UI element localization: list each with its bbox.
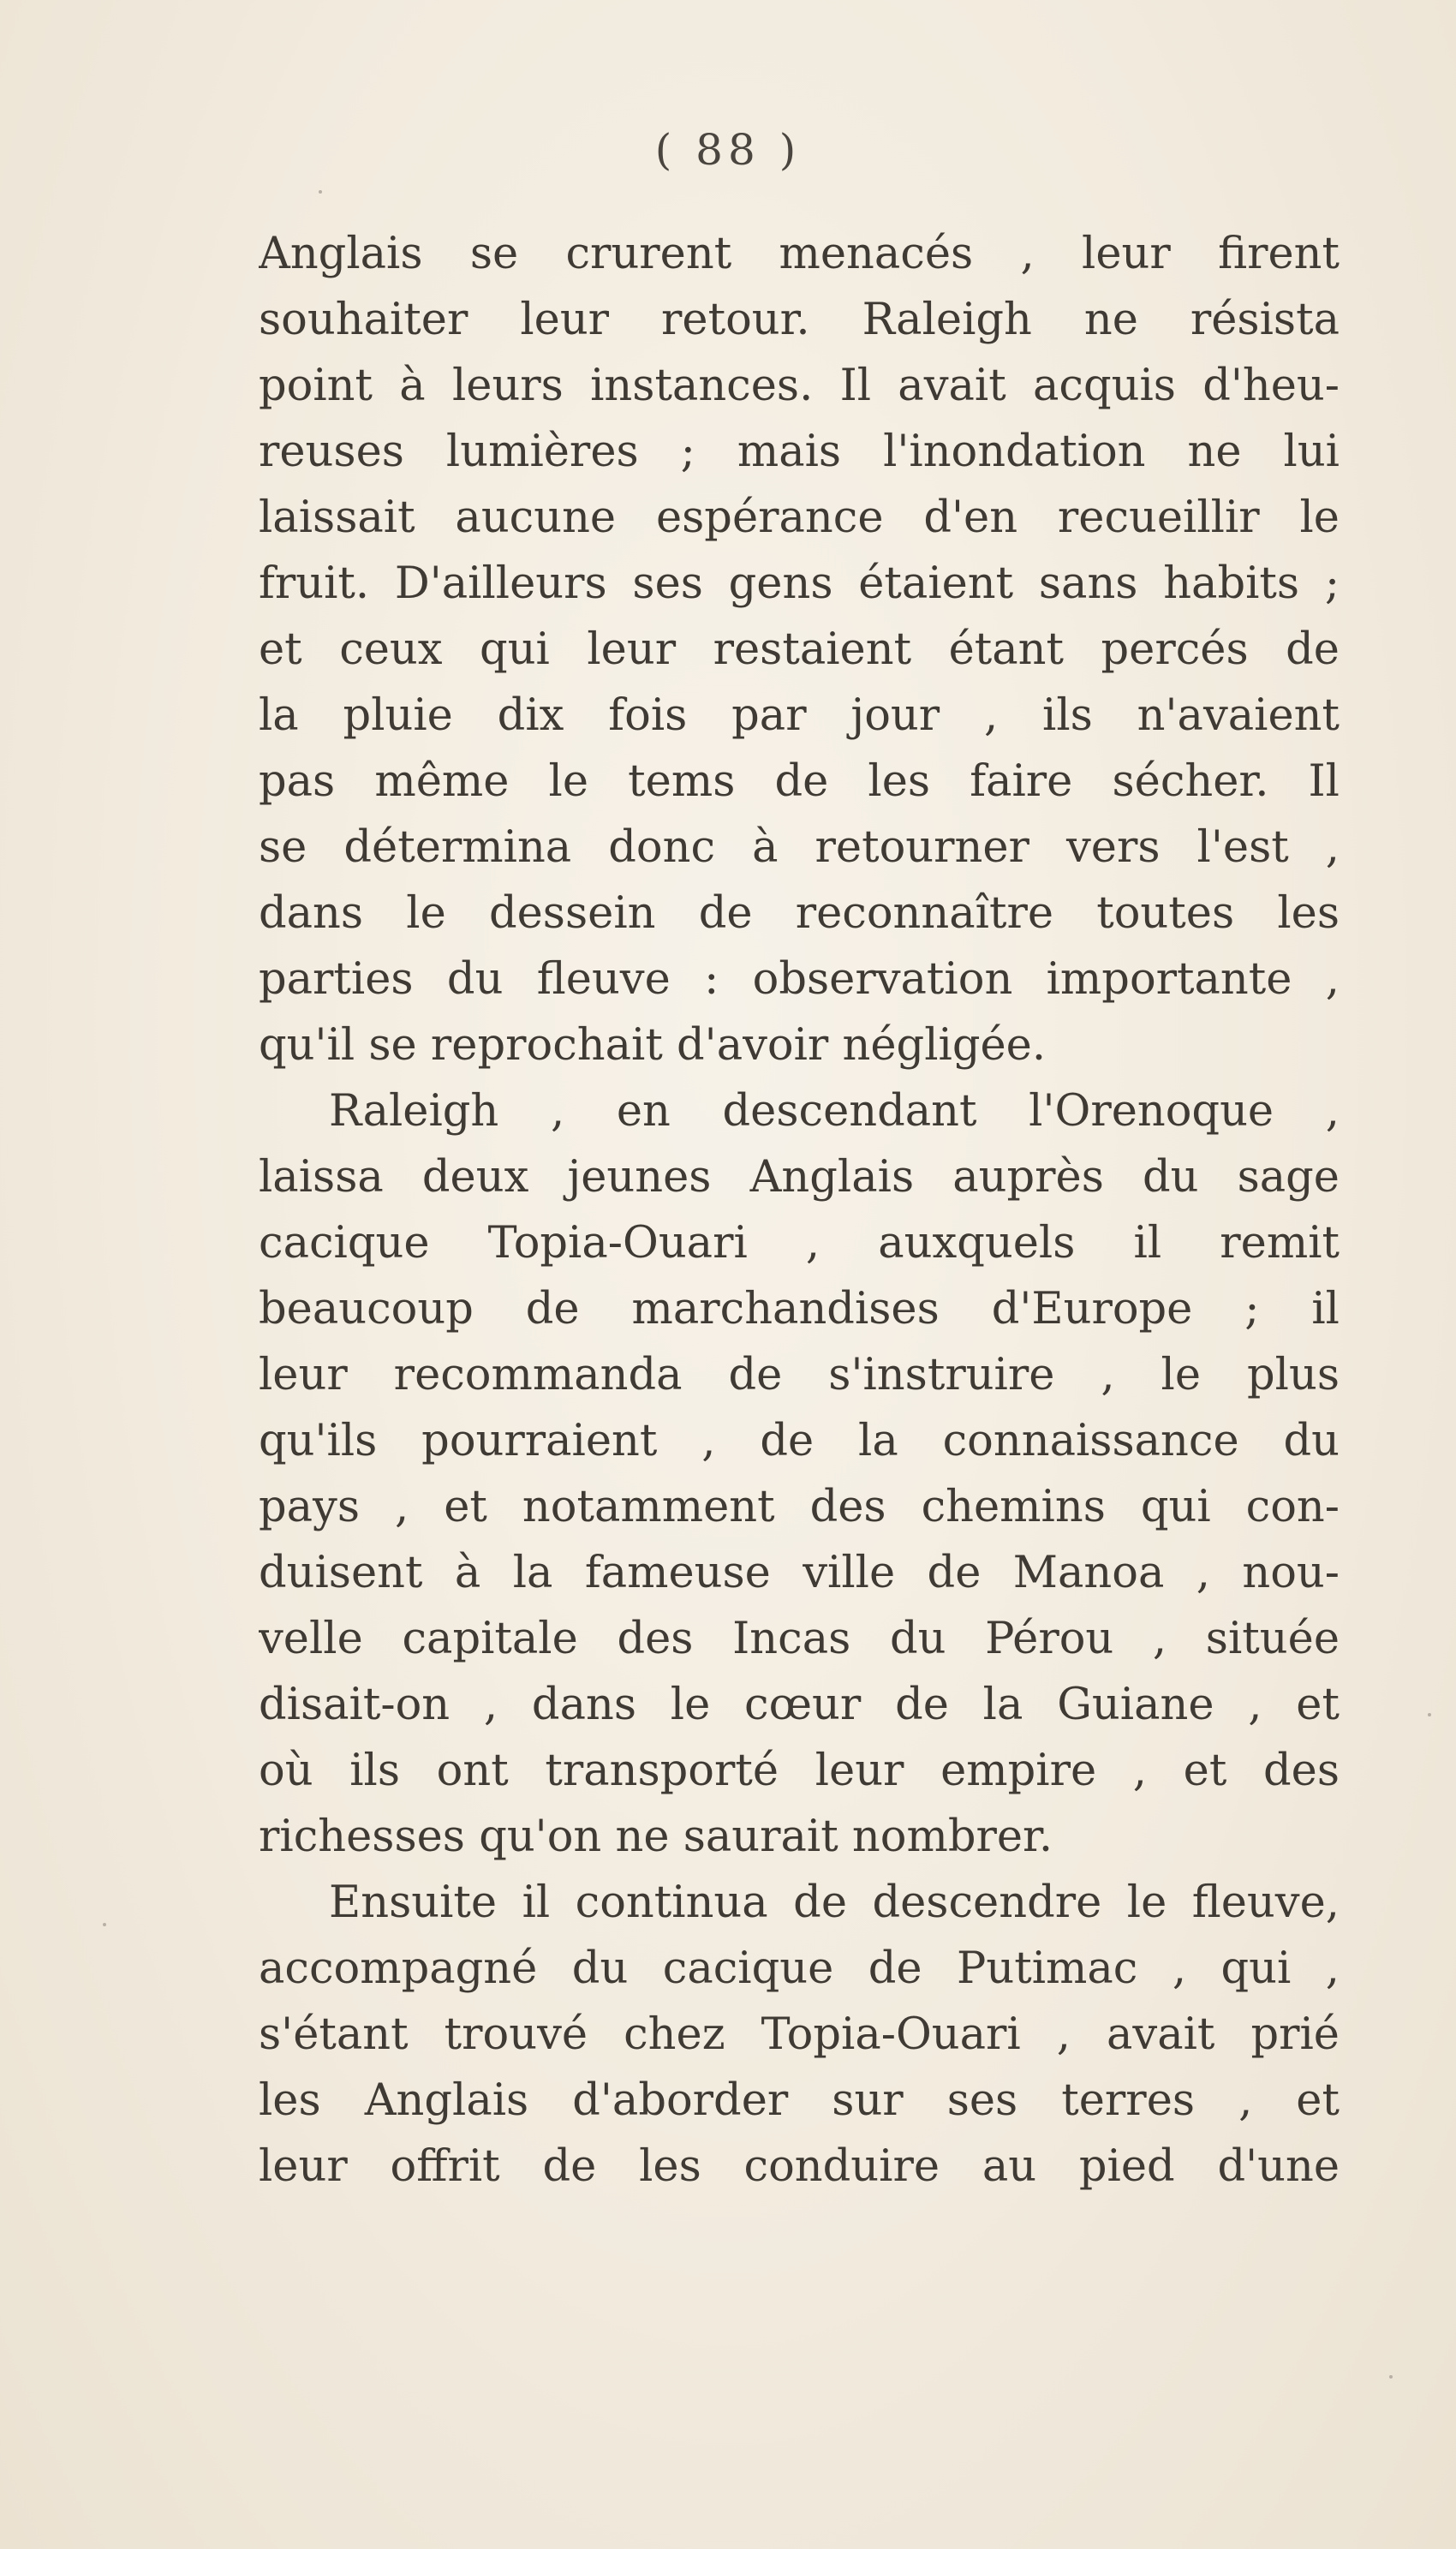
paper-speck — [319, 190, 322, 194]
text-line: point à leurs instances. Il avait acquis d'heu- — [259, 361, 1340, 411]
text-line: leur recommanda de s'instruire , le plus — [259, 1350, 1340, 1400]
text-line: velle capitale des Incas du Pérou , située — [259, 1614, 1340, 1664]
paper-speck — [103, 1923, 106, 1926]
text-line: cacique Topia-Ouari , auxquels il remit — [259, 1218, 1340, 1269]
text-line: beaucoup de marchandises d'Europe ; il — [259, 1284, 1340, 1334]
paper-speck — [1389, 2375, 1393, 2379]
text-line: Anglais se crurent menacés , leur firent — [259, 229, 1340, 279]
text-line: fruit. D'ailleurs ses gens étaient sans habits ; — [259, 558, 1340, 609]
text-line: se détermina donc à retourner vers l'est , — [259, 822, 1340, 873]
text-line: duisent à la fameuse ville de Manoa , nou- — [259, 1548, 1340, 1598]
text-line: s'étant trouvé chez Topia-Ouari , avait prié — [259, 2009, 1340, 2060]
text-line: souhaiter leur retour. Raleigh ne résista — [259, 295, 1340, 345]
text-line: parties du fleuve : observation importante , — [259, 954, 1340, 1005]
text-line: dans le dessein de reconnaître toutes les — [259, 888, 1340, 939]
text-line: accompagné du cacique de Putimac , qui , — [259, 1943, 1340, 1994]
text-line: pays , et notamment des chemins qui con- — [259, 1482, 1340, 1532]
text-line: où ils ont transporté leur empire , et des — [259, 1746, 1340, 1796]
text-line: pas même le tems de les faire sécher. Il — [259, 756, 1340, 807]
paragraph-end-line: richesses qu'on ne saurait nombrer. — [259, 1812, 1053, 1862]
page-number: ( 88 ) — [654, 125, 802, 175]
paragraph-first-line: Ensuite il continua de descendre le fleuve, — [329, 1877, 1340, 1928]
text-line: laissa deux jeunes Anglais auprès du sage — [259, 1152, 1340, 1203]
paragraph-end-line: qu'il se reprochait d'avoir négligée. — [259, 1020, 1047, 1071]
text-line: reuses lumières ; mais l'inondation ne lui — [259, 427, 1340, 477]
paragraph-first-line: Raleigh , en descendant l'Orenoque , — [329, 1086, 1340, 1137]
text-line: laissait aucune espérance d'en recueillir le — [259, 492, 1340, 543]
text-line: disait-on , dans le cœur de la Guiane , et — [259, 1680, 1340, 1730]
text-line: les Anglais d'aborder sur ses terres , et — [259, 2075, 1340, 2126]
paper-speck — [1428, 1713, 1431, 1716]
text-line: la pluie dix fois par jour , ils n'avaient — [259, 690, 1340, 741]
text-line: leur offrit de les conduire au pied d'une — [259, 2141, 1340, 2192]
body-text — [259, 221, 1340, 2200]
text-line: qu'ils pourraient , de la connaissance du — [259, 1416, 1340, 1466]
text-line: et ceux qui leur restaient étant percés de — [259, 624, 1340, 675]
